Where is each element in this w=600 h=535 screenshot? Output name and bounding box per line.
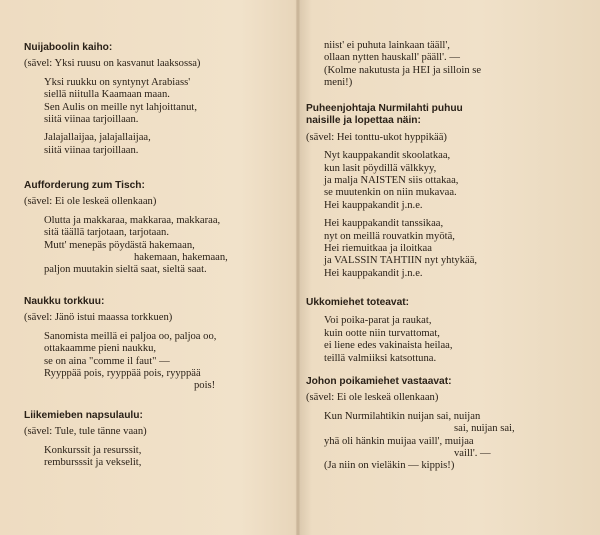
song-title: Liikemieben napsulaulu: bbox=[24, 410, 143, 421]
verse-line: Yksi ruukku on syntynyt Arabiass' bbox=[44, 76, 191, 88]
verse-line: niist' ei puhuta lainkaan tääll', bbox=[324, 40, 450, 51]
song-melody: (sävel: Yksi ruusu on kasvanut laaksossa) bbox=[24, 58, 201, 70]
song-refrain bbox=[24, 132, 286, 157]
song-nuijaboolin-kaiho bbox=[24, 42, 286, 157]
verse-line: Hei kauppakandit j.n.e. bbox=[324, 199, 423, 211]
verse-line: vaill'. — bbox=[454, 448, 491, 460]
verse-line: (Ja niin on vieläkin — kippis!) bbox=[324, 460, 455, 472]
song-verse bbox=[306, 150, 568, 212]
verse-line: se on aina "comme il faut" — bbox=[44, 355, 170, 367]
song-johon-poikamiehet-vastaavat bbox=[306, 376, 568, 473]
song-verse bbox=[306, 411, 568, 473]
verse-line: ollaan nytten hauskall' pääll'. — bbox=[324, 52, 460, 64]
song-aufforderung-zum-tisch bbox=[24, 180, 286, 277]
verse-line: ja VALSSIN TAHTIIN nyt yhtykää, bbox=[324, 255, 478, 267]
verse-line: siitä viinaa tarjoillaan. bbox=[44, 114, 139, 126]
song-title: Johon poikamiehet vastaavat: bbox=[306, 376, 452, 387]
verse-line: sitä täällä tarjotaan, tarjotaan. bbox=[44, 227, 170, 239]
verse-line: ottakaamme pieni naukku, bbox=[44, 343, 157, 355]
verse-line: Kun Nurmilahtikin nuijan sai, nuijan bbox=[324, 410, 481, 422]
verse-line: yhä oli hänkin muijaa vaill', muijaa bbox=[324, 435, 474, 447]
verse-line: meni!) bbox=[324, 77, 353, 89]
song-melody: (sävel: Hei tonttu-ukot hyppikää) bbox=[306, 131, 447, 143]
verse-line: Sanomista meillä ei paljoa oo, paljoa oo, bbox=[44, 330, 217, 342]
verse-line: paljon muutakin sieltä saat, sieltä saat. bbox=[44, 264, 207, 276]
verse-line: Sen Aulis on meille nyt lahjoittanut, bbox=[44, 101, 198, 113]
song-title: Naukku torkkuu: bbox=[24, 296, 105, 307]
verse-line: rembursssit ja vekselit, bbox=[44, 457, 142, 469]
song-ukkomiehet-toteavat bbox=[306, 297, 568, 365]
verse-line: teillä valmiiksi katsottuna. bbox=[324, 352, 437, 364]
song-continuation bbox=[306, 40, 568, 90]
verse-line: kuin ootte niin turvattomat, bbox=[324, 327, 440, 339]
verse-line: Mutt' menepäs pöydästä hakemaan, bbox=[44, 239, 195, 251]
song-liikemieben-napsulaulu bbox=[24, 410, 286, 470]
verse-line: (Kolme nakutusta ja HEI ja silloin se bbox=[324, 64, 482, 76]
verse-line: siellä niitulla Kaamaan maan. bbox=[44, 89, 170, 101]
verse-line: Ryyppää pois, ryyppää pois, ryyppää bbox=[44, 368, 201, 380]
song-verse bbox=[24, 77, 286, 127]
song-naukku-torkkuu bbox=[24, 296, 286, 393]
verse-line: Hei kauppakandit tanssikaa, bbox=[324, 218, 444, 230]
song-verse bbox=[24, 445, 286, 470]
verse-line: Voi poika-parat ja raukat, bbox=[324, 315, 432, 327]
verse-line: Hei kauppakandit j.n.e. bbox=[324, 267, 423, 279]
verse-line: Jalajallaijaa, jalajallaijaa, bbox=[44, 132, 151, 144]
verse-line: se muutenkin on niin mukavaa. bbox=[324, 187, 457, 199]
song-verse bbox=[24, 215, 286, 277]
page-fold bbox=[296, 0, 300, 535]
song-verse bbox=[24, 331, 286, 393]
verse-line: kun lasit pöydillä välkkyy, bbox=[324, 162, 437, 174]
verse-line: nyt on meillä rouvatkin myötä, bbox=[324, 230, 455, 242]
song-melody: (sävel: Ei ole leskeä ollenkaan) bbox=[306, 392, 439, 404]
song-melody: (sävel: Jänö istui maassa torkkuen) bbox=[24, 312, 173, 324]
song-title-line2: naisille ja lopettaa näin: bbox=[306, 115, 421, 127]
verse-line: siitä viinaa tarjoillaan. bbox=[44, 144, 139, 156]
verse-line: Konkurssit ja resurssit, bbox=[44, 444, 142, 456]
verse-line: Nyt kauppakandit skoolatkaa, bbox=[324, 150, 451, 162]
verse-line: ei liene edes vakinaista heilaa, bbox=[324, 340, 453, 352]
song-title: Nuijaboolin kaiho: bbox=[24, 42, 113, 53]
song-verse bbox=[306, 218, 568, 280]
song-melody: (sävel: Tule, tule tänne vaan) bbox=[24, 426, 147, 438]
verse-line: pois! bbox=[194, 380, 216, 392]
verse-line: Hei riemuitkaa ja iloitkaa bbox=[324, 243, 432, 255]
song-melody: (sävel: Ei ole leskeä ollenkaan) bbox=[24, 196, 157, 208]
song-title: Ukkomiehet toteavat: bbox=[306, 297, 410, 308]
song-verse bbox=[306, 315, 568, 365]
song-title: Puheenjohtaja Nurmilahti puhuu bbox=[306, 103, 463, 114]
verse-line: ja malja NAISTEN siis ottakaa, bbox=[324, 175, 459, 187]
song-puheenjohtaja bbox=[306, 103, 568, 280]
song-title: Aufforderung zum Tisch: bbox=[24, 180, 145, 191]
verse-line: hakemaan, hakemaan, bbox=[134, 252, 228, 264]
verse-line: Olutta ja makkaraa, makkaraa, makkaraa, bbox=[44, 214, 221, 226]
verse-line: sai, nuijan sai, bbox=[454, 423, 515, 435]
